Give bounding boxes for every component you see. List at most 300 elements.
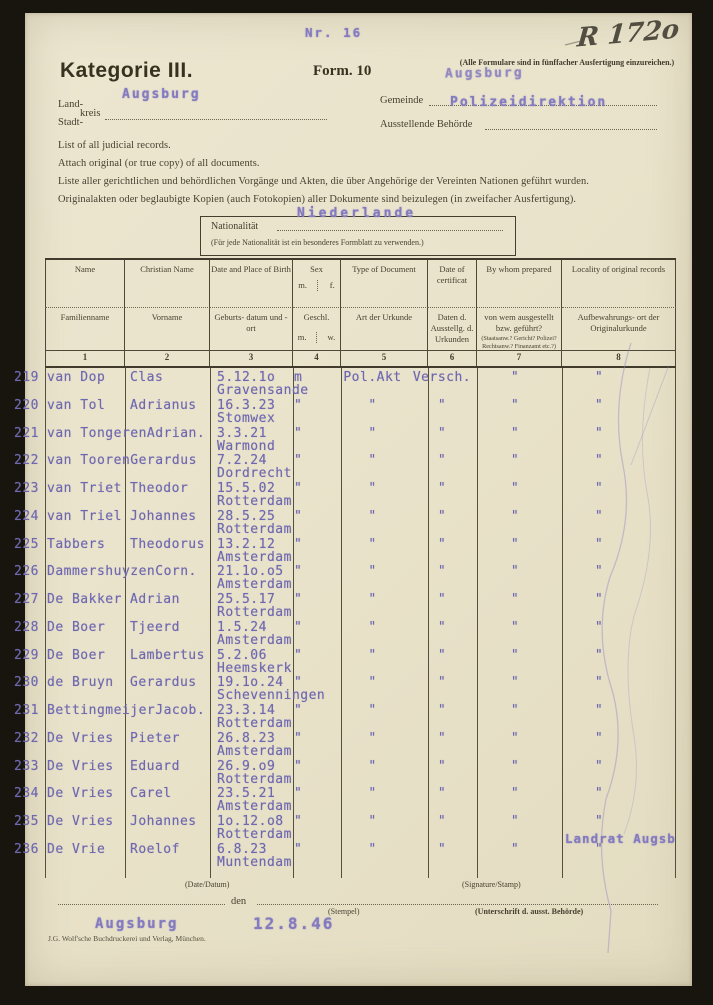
birth-place: Warmond: [217, 438, 276, 454]
birth-place: Amsterdam: [217, 743, 292, 759]
birth-place: Schevenningen: [217, 688, 326, 704]
col-name-de-label: Familienname: [60, 312, 110, 322]
header-row-german: [45, 308, 676, 350]
prepared-by: ": [510, 453, 520, 469]
prepared-by: ": [510, 841, 520, 857]
col-name-en-label: Name: [74, 264, 96, 274]
record-locality: ": [594, 481, 604, 496]
handwritten-number: R 172o: [575, 14, 681, 54]
birth-date: 21.1o.o5: [217, 564, 284, 580]
footer-fill-line-right: [257, 893, 658, 905]
table-row: [14, 590, 676, 620]
table-row: [14, 784, 676, 815]
surname: Tabbers: [47, 536, 106, 552]
row-name-cell: [47, 592, 180, 607]
record-locality: ": [594, 619, 604, 635]
col-birth-de-label: Geburts- datum und -ort: [214, 312, 288, 334]
sex-value: ": [294, 619, 303, 635]
sex-value: ": [294, 758, 303, 774]
birth-date: 28.5.25: [217, 508, 276, 524]
col-number-3: 3: [210, 351, 293, 366]
table-row: [14, 562, 676, 593]
surname: De Vries: [47, 730, 114, 746]
table-row: [14, 757, 676, 787]
surname: de Bruyn: [47, 675, 114, 691]
col-number-1: 1: [45, 351, 125, 366]
row-number: 224: [14, 508, 39, 524]
birth-place: Rotterdam: [217, 716, 292, 731]
surname: De Vries: [47, 786, 114, 802]
document-type: ": [368, 675, 377, 691]
table-row: [14, 729, 676, 759]
table-row: [14, 618, 676, 648]
prepared-by: ": [510, 481, 520, 496]
certificate-date: ": [437, 592, 447, 607]
table-body-grid: [14, 368, 676, 880]
row-number: 229: [14, 647, 39, 663]
birth-place: Gravensande: [217, 383, 309, 398]
col-doc-de: [341, 308, 428, 351]
record-locality: ": [594, 703, 604, 718]
first-name: Eduard: [130, 758, 180, 774]
row-name-cell: [47, 814, 197, 829]
row-name-cell: [47, 620, 180, 635]
birth-date: 7.2.24: [217, 453, 267, 469]
surname: Bettingmeijer: [47, 703, 156, 718]
sex-value: ": [294, 397, 303, 413]
niederlande-stamp: Niederlande: [297, 206, 417, 221]
col-birth-en: [210, 260, 293, 308]
sex-m-de-label: m.: [297, 332, 307, 343]
record-locality: ": [594, 370, 604, 385]
surname: De Vries: [47, 758, 114, 774]
birth-place: Muntendam: [217, 854, 292, 870]
birth-date: 16.3.23: [217, 397, 276, 413]
landrat-stamp: Landrat Augsb: [565, 831, 676, 846]
col-sex-en-label: Sex: [310, 264, 323, 274]
certificate-date: Versch.: [412, 370, 472, 385]
sex-value: ": [294, 730, 303, 746]
table-row: [14, 507, 676, 537]
record-locality: ": [594, 758, 604, 774]
document-type: ": [368, 619, 377, 635]
birth-place: Dordrecht: [217, 466, 292, 482]
col-whom-en-label: By whom prepared: [486, 264, 552, 274]
sex-value: ": [294, 536, 303, 552]
birth-place: Rotterdam: [217, 605, 292, 620]
sex-f-label: f.: [329, 280, 335, 291]
prepared-by: ": [510, 730, 520, 746]
serial-number-stamp: Nr. 16: [305, 25, 363, 40]
birth-date: 25.5.17: [217, 592, 276, 607]
gemeinde-label: Gemeinde: [380, 95, 424, 106]
row-name-cell: [47, 759, 180, 774]
col-name-en: [45, 260, 125, 308]
sex-divider-de: [316, 332, 318, 343]
prepared-by: ": [510, 647, 520, 663]
row-number: 222: [14, 453, 39, 469]
surname: De Vries: [47, 814, 114, 829]
document-type: ": [368, 703, 377, 718]
first-name: Pieter: [130, 730, 180, 746]
col-number-6: 6: [428, 351, 477, 366]
sex-value: m: [294, 370, 303, 385]
row-number: 233: [14, 758, 39, 774]
surname: van Tol: [47, 397, 106, 413]
document-type: Pol.Akt: [343, 370, 402, 385]
col-cert-en: [428, 260, 477, 308]
certificate-date: ": [437, 703, 447, 718]
printer-imprint: J.G. Wolf'sche Buchdruckerei und Verlag, München.: [48, 934, 206, 943]
record-locality: ": [594, 786, 604, 802]
intro-line-1: List of all judicial records.: [58, 140, 171, 151]
polizeidirektion-stamp: Polizeidirektion: [450, 95, 608, 110]
document-type: ": [368, 758, 377, 774]
first-name: Adrianus: [130, 397, 197, 413]
form-number: Form. 10: [313, 63, 372, 79]
surname: van Dop: [47, 370, 106, 385]
row-name-cell: [47, 675, 197, 690]
table-row: [14, 646, 676, 676]
first-name: Roelof: [130, 841, 180, 857]
certificate-date: ": [437, 758, 447, 774]
first-name: Gerardus: [130, 453, 197, 469]
prepared-by: ": [510, 536, 520, 552]
col-locality-en-label: Locality of original records: [571, 264, 666, 274]
intro-line-2: Attach original (or true copy) of all documents.: [58, 158, 260, 169]
col-doc-de-label: Art der Urkunde: [355, 312, 413, 322]
birth-date: 26.8.23: [217, 730, 276, 746]
col-birth-de: [210, 308, 293, 351]
sex-value: ": [294, 592, 303, 607]
col-number-2: 2: [125, 351, 210, 366]
first-name: Johannes: [130, 814, 197, 829]
row-name-cell: [47, 509, 197, 524]
birth-place: Amsterdam: [217, 577, 292, 593]
row-number: 220: [14, 397, 39, 413]
col-sex-en: [293, 260, 341, 308]
signature-stamp-label: (Signature/Stamp): [462, 880, 521, 889]
copies-note: (Alle Formulare sind in fünffacher Ausfertigung einzureichen.): [459, 58, 675, 67]
surname: van Triel: [47, 508, 122, 524]
table-row: [14, 535, 676, 565]
row-name-cell: [47, 537, 205, 552]
row-number: 219: [14, 370, 39, 385]
record-locality: ": [594, 397, 604, 413]
birth-date: 5.12.1o: [217, 370, 276, 385]
sex-value: ": [294, 703, 303, 718]
row-name-cell: [47, 703, 205, 718]
nationality-note: (Für jede Nationalität ist ein besonderes Formblatt zu verwenden.): [211, 238, 424, 247]
unterschrift-label: (Unterschrift d. ausst. Behörde): [475, 907, 584, 916]
row-number: 225: [14, 536, 39, 552]
prepared-by: ": [510, 619, 520, 635]
prepared-by: ": [510, 786, 520, 802]
certificate-date: ": [437, 564, 447, 580]
header-row-english: [45, 260, 676, 308]
prepared-by: ": [510, 564, 520, 580]
surname: Dammershuyzen: [47, 564, 156, 580]
record-locality: ": [594, 425, 604, 441]
table-row: [14, 396, 676, 426]
birth-place: Rotterdam: [217, 494, 292, 509]
prepared-by: ": [510, 508, 520, 524]
prepared-by: ": [510, 425, 520, 441]
surname: De Boer: [47, 647, 106, 663]
certificate-date: ": [437, 425, 447, 441]
table-row: [14, 673, 676, 704]
row-number: 223: [14, 481, 39, 496]
document-page: [14, 13, 692, 986]
row-name-cell: [47, 426, 205, 441]
col-locality-de: [562, 308, 676, 351]
certificate-date: ": [437, 619, 447, 635]
row-name-cell: [47, 564, 197, 579]
prepared-by: ": [510, 814, 520, 829]
col-number-7: 7: [477, 351, 562, 366]
col-cert-en-label: Date of certificat: [436, 264, 468, 286]
sex-value: ": [294, 814, 303, 829]
col-cert-de-label: Daten d. Ausstellg. d. Urkunden: [430, 312, 474, 345]
row-name-cell: [47, 731, 180, 746]
sex-divider: [317, 280, 319, 291]
col-birth-en-label: Date and Place of Birth: [211, 264, 291, 274]
birth-place: Rotterdam: [217, 827, 292, 842]
row-number: 235: [14, 814, 39, 829]
behoerde-fill-line: [485, 118, 657, 130]
col-doc-en: [341, 260, 428, 308]
row-number: 232: [14, 730, 39, 746]
birth-date: 26.9.o9: [217, 758, 276, 774]
col-sex-de: [293, 308, 341, 351]
col-locality-en: [562, 260, 676, 308]
surname: van Tooren: [47, 453, 131, 469]
col-cert-de: [428, 308, 477, 351]
birth-date: 1.5.24: [217, 619, 267, 635]
document-type: ": [368, 481, 377, 496]
surname: van Tongeren: [47, 425, 147, 441]
document-type: ": [368, 786, 377, 802]
col-doc-en-label: Type of Document: [352, 264, 416, 274]
certificate-date: ": [437, 647, 447, 663]
birth-date: 1o.12.o8: [217, 814, 284, 829]
document-type: ": [368, 841, 377, 857]
sex-subheader-de: [293, 332, 340, 343]
record-locality: ": [594, 675, 604, 691]
date-datum-label: (Date/Datum): [185, 880, 230, 889]
certificate-date: ": [437, 481, 447, 496]
records-table: [14, 258, 676, 880]
document-type: ": [368, 508, 377, 524]
row-number: 231: [14, 703, 39, 718]
surname: van Triet: [47, 481, 122, 496]
first-name: Lambertus: [130, 647, 205, 663]
birth-date: 5.2.06: [217, 647, 267, 663]
row-number: 230: [14, 675, 39, 691]
first-name: Adrian: [130, 592, 180, 607]
birth-date: 3.3.21: [217, 425, 267, 441]
nationality-label: Nationalität: [211, 221, 259, 232]
row-number: 236: [14, 841, 39, 857]
col-christian-de: [125, 308, 210, 351]
land-label: Land-: [58, 99, 84, 110]
first-name: Clas: [130, 370, 164, 385]
document-type: ": [368, 564, 377, 580]
birth-place: Heemskerk: [217, 660, 292, 676]
stadt-label: Stadt-: [58, 117, 84, 128]
birth-place: Amsterdam: [217, 799, 292, 815]
table-body: [14, 368, 676, 870]
certificate-date: ": [437, 841, 447, 857]
col-whom-de-label: von wem ausgestellt bzw. geführt?: [484, 312, 554, 334]
table-header: [45, 258, 676, 368]
prepared-by: ": [510, 703, 520, 718]
prepared-by: ": [510, 397, 520, 413]
col-christian-en-label: Christian Name: [140, 264, 194, 274]
record-locality: ": [594, 592, 604, 607]
first-name: Carel: [130, 786, 172, 802]
col-whom-en: [477, 260, 562, 308]
col-number-5: 5: [341, 351, 428, 366]
birth-date: 15.5.02: [217, 481, 276, 496]
certificate-date: ": [437, 814, 447, 829]
sex-m-label: m.: [298, 280, 307, 291]
row-number: 228: [14, 619, 39, 635]
row-number: 227: [14, 592, 39, 607]
table-row: [14, 451, 676, 482]
document-type: ": [368, 425, 377, 441]
record-locality: ": [594, 730, 604, 746]
footer-date-stamp: 12.8.46: [253, 914, 335, 933]
sex-value: ": [294, 481, 303, 496]
row-name-cell: [47, 398, 197, 413]
sex-subheader-en: [293, 280, 340, 291]
col-christian-en: [125, 260, 210, 308]
table-row: [14, 368, 676, 398]
record-locality: ": [594, 508, 604, 524]
certificate-date: ": [437, 786, 447, 802]
certificate-date: ": [437, 508, 447, 524]
first-name: Jacob.: [155, 703, 206, 718]
certificate-date: ": [437, 730, 447, 746]
document-type: ": [368, 814, 377, 829]
certificate-date: ": [437, 536, 447, 552]
record-locality: ": [594, 841, 604, 857]
augsburg-stamp-left: Augsburg: [122, 87, 201, 102]
row-number: 234: [14, 786, 39, 802]
first-name: Theodorus: [130, 536, 205, 552]
den-label: den: [231, 896, 247, 907]
col-number-8: 8: [562, 351, 676, 366]
first-name: Johannes: [130, 508, 197, 524]
kreis-fill-line: [105, 108, 327, 120]
nationality-box: [200, 216, 516, 256]
footer-augsburg-stamp: Augsburg: [95, 916, 179, 932]
first-name: Adrian.: [146, 425, 206, 441]
record-locality: ": [594, 647, 604, 663]
augsburg-stamp-top: Augsburg: [444, 65, 524, 82]
surname: De Boer: [47, 619, 106, 635]
behoerde-label: Ausstellende Behörde: [380, 119, 473, 130]
table-row: [14, 479, 676, 509]
sex-value: ": [294, 647, 303, 663]
sex-value: ": [294, 508, 303, 524]
intro-line-4: Originalakten oder beglaubigte Kopien (auch Fotokopien) aller Dokumente sind beizulegen (in zweifacher Ausfertigung).: [58, 194, 577, 205]
col-locality-de-label: Aufbewahrungs- ort der Originalurkunde: [577, 312, 660, 334]
category-title: Kategorie III.: [60, 59, 194, 82]
sex-value: ": [294, 453, 303, 469]
col-whom-de: [477, 308, 562, 351]
birth-date: 23.3.14: [217, 703, 276, 718]
birth-place: Amsterdam: [217, 549, 292, 565]
birth-date: 19.1o.24: [217, 675, 284, 691]
birth-date: 13.2.12: [217, 536, 276, 552]
record-locality: ": [594, 536, 604, 552]
surname: De Vrie: [47, 841, 106, 857]
stempel-label: (Stempel): [328, 907, 360, 916]
sex-value: ": [294, 425, 303, 441]
certificate-date: ": [437, 397, 447, 413]
first-name: Theodor: [130, 481, 189, 496]
birth-place: Rotterdam: [217, 771, 292, 787]
prepared-by: ": [510, 592, 520, 607]
col-sex-de-label: Geschl.: [303, 312, 330, 322]
record-locality: ": [594, 453, 604, 469]
row-number: 221: [14, 425, 39, 441]
first-name: Tjeerd: [130, 619, 180, 635]
surname: De Bakker: [47, 592, 122, 607]
intro-line-3: Liste aller gerichtlichen und behördlichen Vorgänge und Akten, die über Angehörige der Vereinten Nationen geführt wurden.: [58, 176, 589, 187]
birth-date: 23.5.21: [217, 786, 276, 802]
document-type: ": [368, 647, 377, 663]
birth-place: Amsterdam: [217, 632, 292, 648]
sex-value: ": [294, 564, 303, 580]
prepared-by: ": [510, 758, 520, 774]
certificate-date: ": [437, 675, 447, 691]
row-name-cell: [47, 648, 205, 663]
first-name: Gerardus: [130, 675, 197, 691]
col-christian-de-label: Vorname: [151, 312, 183, 322]
table-row: [14, 424, 676, 454]
row-name-cell: [47, 453, 197, 468]
birth-place: Stomwex: [217, 410, 276, 426]
sex-value: ": [294, 675, 303, 691]
header-row-numbers: [45, 350, 676, 366]
row-name-cell: [47, 481, 188, 496]
first-name: Corn.: [155, 564, 197, 580]
document-type: ": [368, 453, 377, 469]
sex-w-de-label: w.: [327, 332, 336, 343]
record-locality: ": [594, 814, 604, 829]
record-locality: ": [594, 564, 604, 580]
col-number-4: 4: [293, 351, 341, 366]
row-name-cell: [47, 842, 180, 857]
kreis-label: kreis: [80, 108, 101, 119]
birth-place: Rotterdam: [217, 521, 292, 537]
sex-value: ": [294, 786, 303, 802]
sex-value: ": [294, 841, 303, 857]
document-type: ": [368, 397, 377, 413]
document-type: ": [368, 592, 377, 607]
row-name-cell: [47, 370, 163, 385]
certificate-date: ": [437, 453, 447, 469]
col-whom-de-small: (Staatsanw.? Gericht? Polizei? Rechtsanw.? Finanzamt etc.?): [481, 335, 557, 350]
row-number: 226: [14, 564, 39, 580]
birth-date: 6.8.23: [217, 841, 267, 857]
document-type: ": [368, 536, 377, 552]
prepared-by: ": [510, 370, 520, 385]
document-type: ": [368, 730, 377, 746]
